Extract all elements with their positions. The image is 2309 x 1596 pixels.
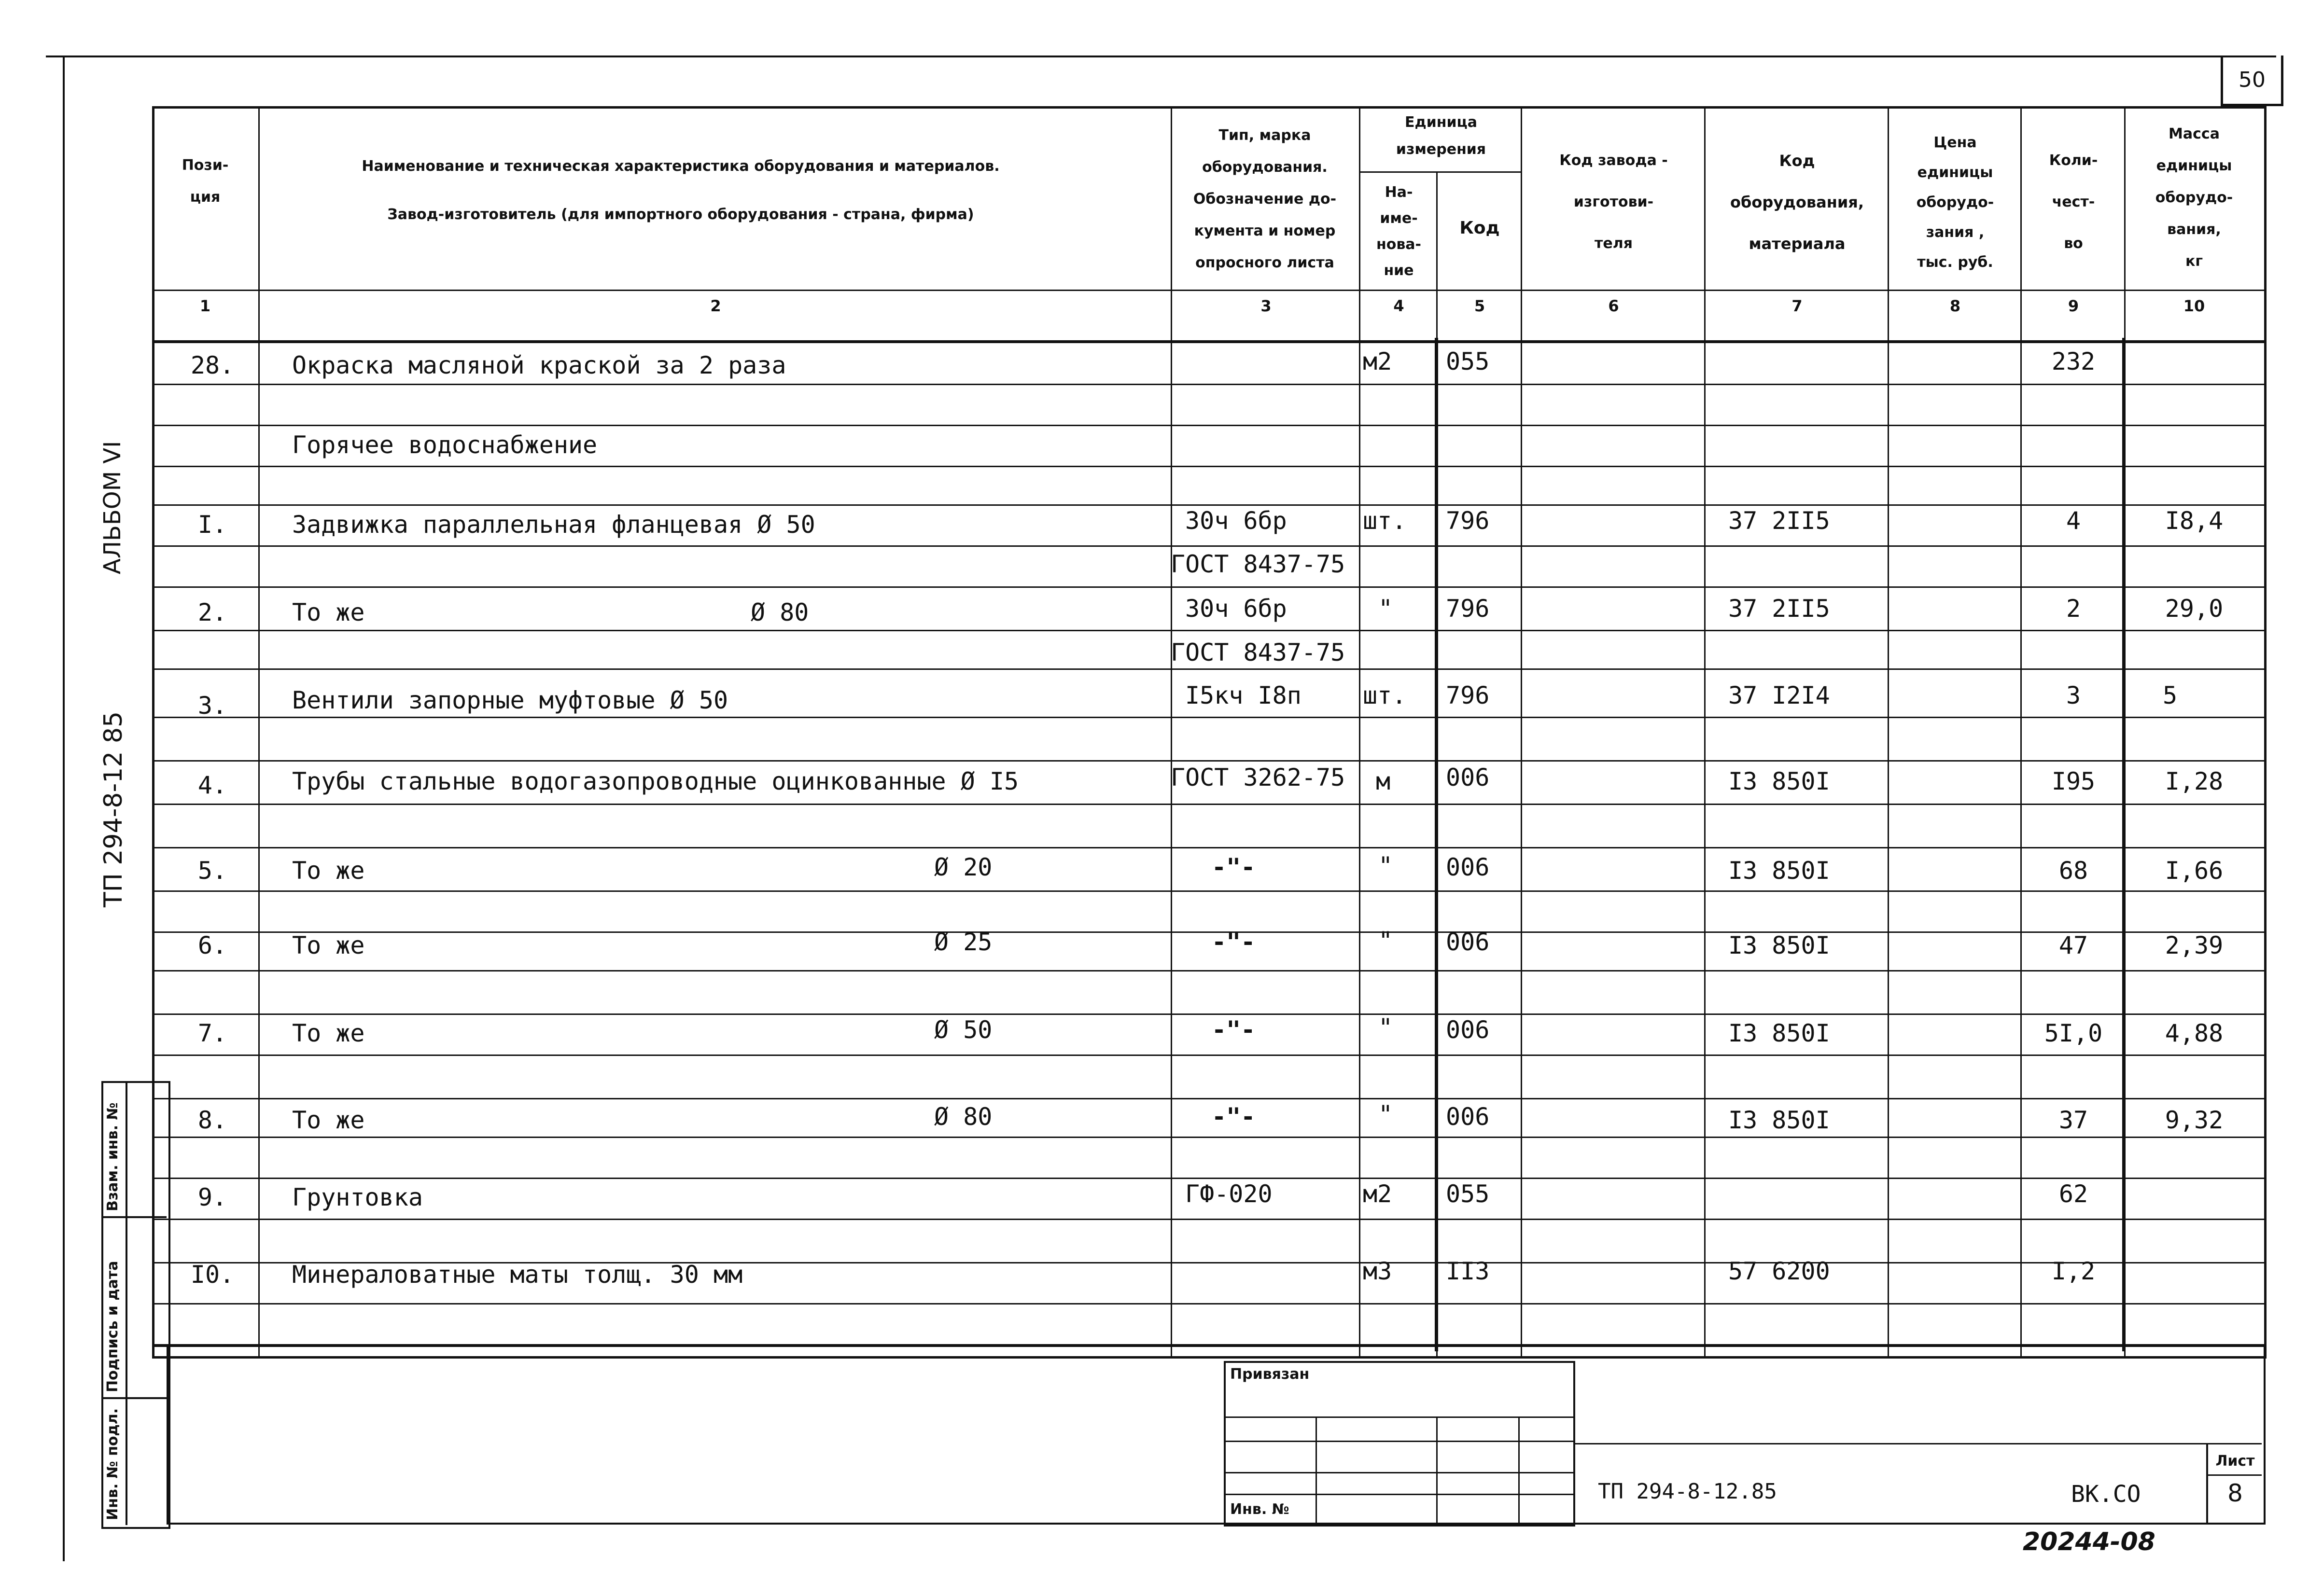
row-5-code: 006 bbox=[1446, 853, 1490, 881]
unit-header-line bbox=[1359, 171, 1521, 173]
row-1-qty: 4 bbox=[2066, 507, 2081, 535]
row-9-name: Грунтовка bbox=[292, 1183, 423, 1211]
row-8-name: То же bbox=[292, 1106, 365, 1134]
row-6-qty: 47 bbox=[2058, 931, 2088, 959]
row-28-unit: м2 bbox=[1363, 347, 1392, 375]
col-number-1: 1 bbox=[199, 297, 211, 315]
row-28-name: Окраска масляной краской за 2 раза bbox=[292, 351, 786, 379]
header-unit-code: Код bbox=[1459, 218, 1500, 238]
left-stamp-line-2 bbox=[101, 1397, 167, 1399]
row-4-mass: I,28 bbox=[2165, 767, 2224, 795]
row-3-equip: 37 I2I4 bbox=[1728, 681, 1830, 709]
side-code-label: ТП 294-8-12 85 bbox=[99, 711, 128, 907]
binding-col-2 bbox=[1436, 1416, 1438, 1523]
row-3-type: I5кч I8п bbox=[1185, 681, 1301, 709]
side-album-label: АЛЬБОМ VI bbox=[99, 441, 126, 574]
row-7-type: -"- bbox=[1212, 1016, 1256, 1044]
row-2-gost: ГОСТ 8437-75 bbox=[1171, 638, 1345, 666]
row-7-unit: " bbox=[1378, 1013, 1393, 1041]
sheet-box-line bbox=[2206, 1474, 2262, 1476]
row-4-unit: м bbox=[1376, 767, 1391, 795]
row-2-name: То же bbox=[292, 598, 365, 626]
row-7-code: 006 bbox=[1446, 1016, 1490, 1044]
row-1-mass: I8,4 bbox=[2165, 507, 2224, 535]
binding-inv-label: Инв. № bbox=[1230, 1501, 1289, 1518]
row-28-position: 28. bbox=[190, 351, 235, 379]
row-5-mass: I,66 bbox=[2165, 857, 2224, 885]
left-stamp-line-1 bbox=[101, 1216, 167, 1218]
row-6-mass: 2,39 bbox=[2165, 931, 2224, 959]
row-2-type: 30ч 6бр bbox=[1185, 595, 1287, 623]
row-6-unit: " bbox=[1378, 927, 1393, 955]
row-4-name: Трубы стальные водогазопроводные оцинкованные Ø I5 bbox=[292, 767, 1019, 795]
row-6-code: 006 bbox=[1446, 928, 1490, 956]
binding-line-4 bbox=[1224, 1494, 1574, 1495]
row-line bbox=[152, 668, 2264, 670]
binding-label: Привязан bbox=[1230, 1366, 1310, 1383]
header-unit-mass: Масса единицы оборудо- вания, кг bbox=[2155, 125, 2233, 270]
thick-line-a bbox=[1435, 338, 1438, 1351]
row-line bbox=[152, 1098, 2264, 1099]
row-6-diameter: Ø 25 bbox=[934, 928, 993, 956]
header-name: Наименование и техническая характеристика оборудования и материалов. Завод-изготовитель (для импортного оборудования - страна, фирма) bbox=[362, 158, 1000, 223]
title-line bbox=[1574, 1443, 2262, 1444]
section-title: Горячее водоснабжение bbox=[292, 431, 598, 459]
left-stamp-divider bbox=[126, 1081, 127, 1525]
row-line bbox=[152, 1219, 2264, 1220]
row-2-position: 2. bbox=[197, 598, 227, 626]
row-8-code: 006 bbox=[1446, 1103, 1490, 1131]
col-number-9: 9 bbox=[2068, 297, 2079, 315]
row-5-unit: " bbox=[1378, 852, 1393, 880]
row-5-diameter: Ø 20 bbox=[934, 853, 993, 881]
row-5-qty: 68 bbox=[2058, 857, 2088, 885]
row-9-code: 055 bbox=[1446, 1180, 1490, 1208]
row-1-name: Задвижка параллельная фланцевая Ø 50 bbox=[292, 511, 815, 539]
col-line-8 bbox=[2020, 106, 2022, 1356]
row-5-type: -"- bbox=[1212, 853, 1256, 881]
row-1-position: I. bbox=[197, 511, 227, 539]
row-28-qty: 232 bbox=[2051, 347, 2096, 375]
sheet-value: 8 bbox=[2227, 1479, 2243, 1507]
row-8-type: -"- bbox=[1212, 1103, 1256, 1131]
header-position: Пози- ция bbox=[182, 157, 229, 206]
row-line bbox=[152, 804, 2264, 805]
row-7-mass: 4,88 bbox=[2165, 1019, 2224, 1047]
row-2-qty: 2 bbox=[2066, 595, 2081, 623]
row-10-unit: м3 bbox=[1363, 1257, 1392, 1285]
row-5-equip: I3 850I bbox=[1728, 857, 1830, 885]
col-number-7: 7 bbox=[1791, 297, 1803, 315]
header-equipment-code: Код оборудования, материала bbox=[1730, 152, 1864, 253]
row-line bbox=[152, 1303, 2264, 1305]
row-4-equip: I3 850I bbox=[1728, 767, 1830, 795]
binding-col-1 bbox=[1315, 1416, 1317, 1523]
doc-code: ТП 294-8-12.85 bbox=[1598, 1479, 1777, 1504]
row-1-type: 30ч 6бр bbox=[1185, 507, 1287, 535]
row-line bbox=[152, 630, 2264, 631]
row-line bbox=[152, 931, 2264, 933]
row-line bbox=[152, 504, 2264, 506]
stamp-orig-inv: Инв. № подл. bbox=[104, 1408, 121, 1520]
col-line-3 bbox=[1359, 106, 1360, 1356]
row-6-type: -"- bbox=[1212, 928, 1256, 956]
row-1-unit: шт. bbox=[1363, 507, 1407, 535]
header-bottom-line bbox=[152, 290, 2264, 291]
binding-line-3 bbox=[1224, 1472, 1574, 1473]
row-line bbox=[152, 586, 2264, 588]
row-4-position: 4. bbox=[197, 771, 227, 799]
row-1-code: 796 bbox=[1446, 507, 1490, 535]
row-8-equip: I3 850I bbox=[1728, 1106, 1830, 1134]
row-4-code: 006 bbox=[1446, 763, 1490, 791]
row-6-equip: I3 850I bbox=[1728, 931, 1830, 959]
row-10-position: I0. bbox=[190, 1261, 235, 1289]
row-8-mass: 9,32 bbox=[2165, 1106, 2224, 1134]
row-9-unit: м2 bbox=[1363, 1180, 1392, 1208]
row-line bbox=[152, 970, 2264, 971]
row-line bbox=[152, 717, 2264, 718]
title-block bbox=[167, 1344, 2266, 1525]
row-line bbox=[152, 890, 2264, 892]
row-line bbox=[152, 384, 2264, 385]
frame-top-line bbox=[46, 56, 2276, 57]
row-1-gost: ГОСТ 8437-75 bbox=[1171, 550, 1345, 578]
col-number-4: 4 bbox=[1393, 297, 1404, 315]
row-2-equip: 37 2II5 bbox=[1728, 595, 1830, 623]
colnum-bottom-line bbox=[152, 340, 2264, 343]
header-plant-code: Код завода - изготови- теля bbox=[1559, 152, 1668, 252]
row-2-code: 796 bbox=[1446, 595, 1490, 623]
row-3-mass: 5 bbox=[2163, 681, 2178, 709]
row-7-name: То же bbox=[292, 1019, 365, 1047]
row-line bbox=[152, 1055, 2264, 1056]
row-10-name: Минераловатные маты толщ. 30 мм bbox=[292, 1261, 743, 1289]
header-unit-price: Цена единицы оборудо- зания , тыс. руб. bbox=[1916, 134, 1994, 271]
row-9-type: ГФ-020 bbox=[1185, 1180, 1273, 1208]
row-28-code: 055 bbox=[1446, 347, 1490, 375]
row-8-diameter: Ø 80 bbox=[934, 1103, 993, 1131]
header-unit: Единица измерения bbox=[1396, 114, 1486, 158]
row-9-qty: 62 bbox=[2058, 1180, 2088, 1208]
row-10-qty: I,2 bbox=[2051, 1257, 2096, 1285]
row-1-equip: 37 2II5 bbox=[1728, 507, 1830, 535]
header-unit-name: На- име- нова- ние bbox=[1376, 184, 1422, 279]
col-number-3: 3 bbox=[1260, 297, 1272, 315]
row-line bbox=[152, 1178, 2264, 1179]
col-number-2: 2 bbox=[710, 297, 721, 315]
row-7-qty: 5I,0 bbox=[2044, 1019, 2103, 1047]
binding-line-1 bbox=[1224, 1416, 1574, 1418]
row-4-qty: I95 bbox=[2051, 767, 2096, 795]
row-line bbox=[152, 847, 2264, 848]
row-3-qty: 3 bbox=[2066, 681, 2081, 709]
row-2-mass: 29,0 bbox=[2165, 595, 2224, 623]
doc-mark: ВК.СО bbox=[2071, 1481, 2141, 1508]
row-7-diameter: Ø 50 bbox=[934, 1016, 993, 1044]
row-3-code: 796 bbox=[1446, 681, 1490, 709]
row-10-equip: 57 6200 bbox=[1728, 1257, 1830, 1285]
col-line-6 bbox=[1704, 106, 1706, 1356]
row-8-position: 8. bbox=[197, 1106, 227, 1134]
row-2-unit: " bbox=[1378, 595, 1393, 623]
col-line-7 bbox=[1888, 106, 1889, 1356]
row-5-name: То же bbox=[292, 857, 365, 885]
row-line bbox=[152, 466, 2264, 467]
row-3-unit: шт. bbox=[1363, 681, 1407, 709]
header-type: Тип, марка оборудования. Обозначение до- кумента и номер опросного листа bbox=[1193, 127, 1337, 271]
row-6-position: 6. bbox=[197, 931, 227, 959]
row-line bbox=[152, 425, 2264, 426]
row-9-position: 9. bbox=[197, 1183, 227, 1211]
row-line bbox=[152, 760, 2264, 762]
col-line-2 bbox=[1171, 106, 1172, 1356]
col-number-5: 5 bbox=[1474, 297, 1485, 315]
stamp-signature-date: Подпись и дата bbox=[104, 1261, 121, 1392]
col-number-10: 10 bbox=[2183, 297, 2205, 315]
frame-left-line bbox=[63, 56, 65, 1561]
col-line-5 bbox=[1521, 106, 1522, 1356]
sheet-label: Лист bbox=[2215, 1453, 2255, 1470]
row-8-unit: " bbox=[1378, 1100, 1393, 1128]
row-10-code: II3 bbox=[1446, 1257, 1490, 1285]
col-number-8: 8 bbox=[1949, 297, 1961, 315]
row-3-name: Вентили запорные муфтовые Ø 50 bbox=[292, 686, 728, 714]
row-5-position: 5. bbox=[197, 857, 227, 885]
row-line bbox=[152, 545, 2264, 547]
row-7-equip: I3 850I bbox=[1728, 1019, 1830, 1047]
row-7-position: 7. bbox=[197, 1019, 227, 1047]
binding-line-2 bbox=[1224, 1441, 1574, 1442]
row-6-name: То же bbox=[292, 931, 365, 959]
corner-sheet-number: 50 bbox=[2221, 56, 2283, 106]
col-line-1 bbox=[258, 106, 260, 1356]
binding-col-3 bbox=[1518, 1416, 1520, 1523]
bottom-number: 20244-08 bbox=[2023, 1527, 2155, 1556]
row-2-diameter: Ø 80 bbox=[751, 598, 809, 626]
stamp-replace-inv: Взам. инв. № bbox=[104, 1102, 121, 1211]
row-4-type: ГОСТ 3262-75 bbox=[1171, 763, 1345, 791]
col-number-6: 6 bbox=[1608, 297, 1619, 315]
spec-table bbox=[152, 106, 2267, 1359]
header-quantity: Коли- чест- во bbox=[2049, 152, 2098, 252]
row-line bbox=[152, 1013, 2264, 1015]
row-8-qty: 37 bbox=[2058, 1106, 2088, 1134]
row-line bbox=[152, 1137, 2264, 1138]
row-3-position: 3. bbox=[197, 692, 227, 720]
